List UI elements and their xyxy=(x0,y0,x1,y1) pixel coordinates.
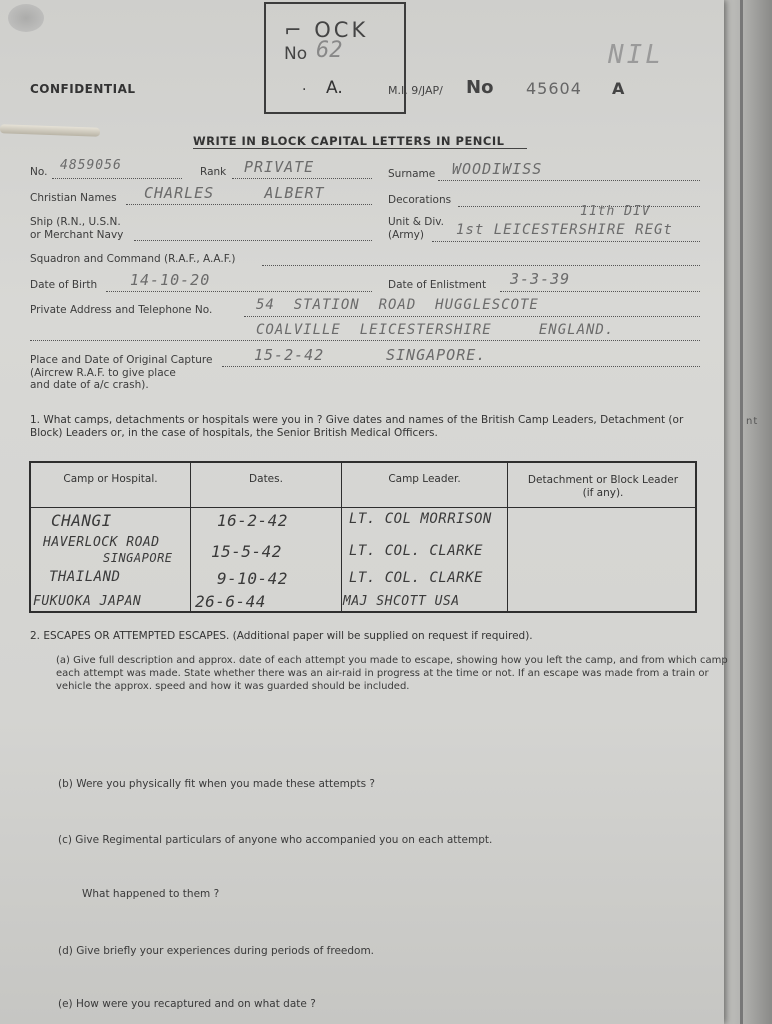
rank-label: Rank xyxy=(200,166,227,178)
adjacent-page-fragment: nt xyxy=(746,416,759,427)
table-header-rule xyxy=(31,507,695,508)
serial-number: 45604 xyxy=(526,79,582,98)
table-divider xyxy=(341,463,342,611)
capture-label-3: and date of a/c crash). xyxy=(30,379,149,391)
stamp-block-text: ⌐ OCK xyxy=(284,18,369,42)
question-2d-text: (d) Give briefly your experiences during periods of freedom. xyxy=(58,945,375,957)
enlistment-line xyxy=(500,291,700,292)
address-value-2: COALVILLE LEICESTERSHIRE ENGLAND. xyxy=(256,322,615,338)
division-value: 11th DIV xyxy=(580,204,651,219)
squadron-label: Squadron and Command (R.A.F., A.A.F.) xyxy=(30,253,236,265)
block-stamp xyxy=(264,2,406,114)
address-line-2 xyxy=(30,340,700,341)
unit-line xyxy=(432,241,700,242)
table-cell-leader: MAJ SHCOTT USA xyxy=(343,594,460,609)
table-cell-leader: LT. COL MORRISON xyxy=(349,511,492,527)
stamp-no-value: 62 xyxy=(316,38,343,63)
unit-value: 1st LEICESTERSHIRE REGt xyxy=(456,222,673,238)
question-2e-text: (e) How were you recaptured and on what date ? xyxy=(58,998,316,1010)
rank-line xyxy=(232,178,372,179)
decorations-line xyxy=(458,206,700,207)
capture-line xyxy=(222,366,700,367)
nil-annotation: NIL xyxy=(608,40,664,70)
unit-label-2: (Army) xyxy=(388,229,424,241)
ship-label-2: or Merchant Navy xyxy=(30,229,124,241)
no-label: No. xyxy=(30,166,48,178)
table-cell-camp: HAVERLOCK ROAD xyxy=(43,535,160,550)
christian-names-value: CHARLES ALBERT xyxy=(144,184,325,202)
table-cell-date: 15-5-42 xyxy=(211,542,282,561)
capture-label: Place and Date of Original Capture xyxy=(30,354,213,366)
ship-label: Ship (R.N., U.S.N. xyxy=(30,216,121,228)
col-header-camp: Camp or Hospital. xyxy=(63,473,158,485)
col-header-leader: Camp Leader. xyxy=(388,473,461,485)
col-header-detachment: Detachment or Block Leader (if any). xyxy=(527,474,679,499)
capture-label-2: (Aircrew R.A.F. to give place xyxy=(30,367,176,379)
no-line xyxy=(52,178,182,179)
address-line-1 xyxy=(244,316,700,317)
table-cell-camp: THAILAND xyxy=(49,569,121,585)
question-1-text: 1. What camps, detachments or hospitals were you in ? Give dates and names of the British Camp Leaders, Detachment (or Block) Leaders or, in the case of hospitals, the Senior British Medical Officers. xyxy=(30,414,684,439)
stamp-no-label: No xyxy=(284,44,308,64)
table-divider xyxy=(507,463,508,611)
dob-label: Date of Birth xyxy=(30,279,98,291)
dob-value: 14-10-20 xyxy=(130,271,211,289)
binding-string xyxy=(0,124,100,136)
unit-label: Unit & Div. xyxy=(388,216,444,228)
ship-line xyxy=(134,240,372,241)
decorations-label: Decorations xyxy=(388,194,452,206)
table-cell-leader: LT. COL. CLARKE xyxy=(349,570,483,586)
stamp-letter: A. xyxy=(326,78,343,98)
surname-value: WOODIWISS xyxy=(452,160,543,178)
folder-stripe xyxy=(740,0,743,1024)
rank-value: PRIVATE xyxy=(244,158,315,176)
question-2b-text: (b) Were you physically fit when you made these attempts ? xyxy=(58,778,375,790)
table-cell-camp: CHANGI xyxy=(51,511,112,530)
punch-hole xyxy=(8,4,44,32)
christian-names-line xyxy=(126,204,372,205)
serial-suffix: A xyxy=(612,79,625,98)
table-divider xyxy=(190,463,191,611)
camps-table xyxy=(29,461,697,613)
instruction-underline xyxy=(193,148,527,149)
dob-line xyxy=(106,291,372,292)
no-value: 4859056 xyxy=(60,158,122,173)
table-cell-date: 16-2-42 xyxy=(217,511,288,530)
table-cell-date: 26-6-44 xyxy=(195,592,266,611)
stamp-dot: · xyxy=(302,82,307,98)
table-cell-leader: LT. COL. CLARKE xyxy=(349,543,483,559)
question-2c-text: (c) Give Regimental particulars of anyone who accompanied you on each attempt. xyxy=(58,834,493,846)
question-2-title: 2. ESCAPES OR ATTEMPTED ESCAPES. (Additional paper will be supplied on request if required). xyxy=(30,630,533,642)
surname-label: Surname xyxy=(388,168,436,180)
table-cell-camp-2: SINGAPORE xyxy=(103,551,173,565)
address-label: Private Address and Telephone No. xyxy=(30,304,213,316)
capture-place: SINGAPORE. xyxy=(386,346,487,364)
mi-reference: M.I. 9/JAP/ xyxy=(388,84,443,97)
table-cell-camp: FUKUOKA JAPAN xyxy=(33,594,142,609)
address-value-1: 54 STATION ROAD HUGGLESCOTE xyxy=(256,297,539,313)
capture-date: 15-2-42 xyxy=(254,346,325,364)
col-header-dates: Dates. xyxy=(249,473,283,485)
enlistment-value: 3-3-39 xyxy=(510,270,571,288)
squadron-line xyxy=(262,265,700,266)
confidential-heading: CONFIDENTIAL xyxy=(30,82,136,96)
table-cell-date: 9-10-42 xyxy=(217,569,288,588)
instruction-heading: WRITE IN BLOCK CAPITAL LETTERS IN PENCIL xyxy=(193,134,505,148)
enlistment-label: Date of Enlistment xyxy=(388,279,487,291)
question-2c-followup: What happened to them ? xyxy=(82,888,220,900)
surname-line xyxy=(438,180,700,181)
serial-no-label: No xyxy=(466,77,494,98)
christian-names-label: Christian Names xyxy=(30,192,117,204)
question-2a-text: (a) Give full description and approx. date of each attempt you made to escape, showing how you left the camp, and from which camp each attempt was made. State whether there was an air-raid in progress at the time or not. If an escape was made from a train or vehicle the approx. speed and how it was guarded should be included. xyxy=(56,655,728,692)
